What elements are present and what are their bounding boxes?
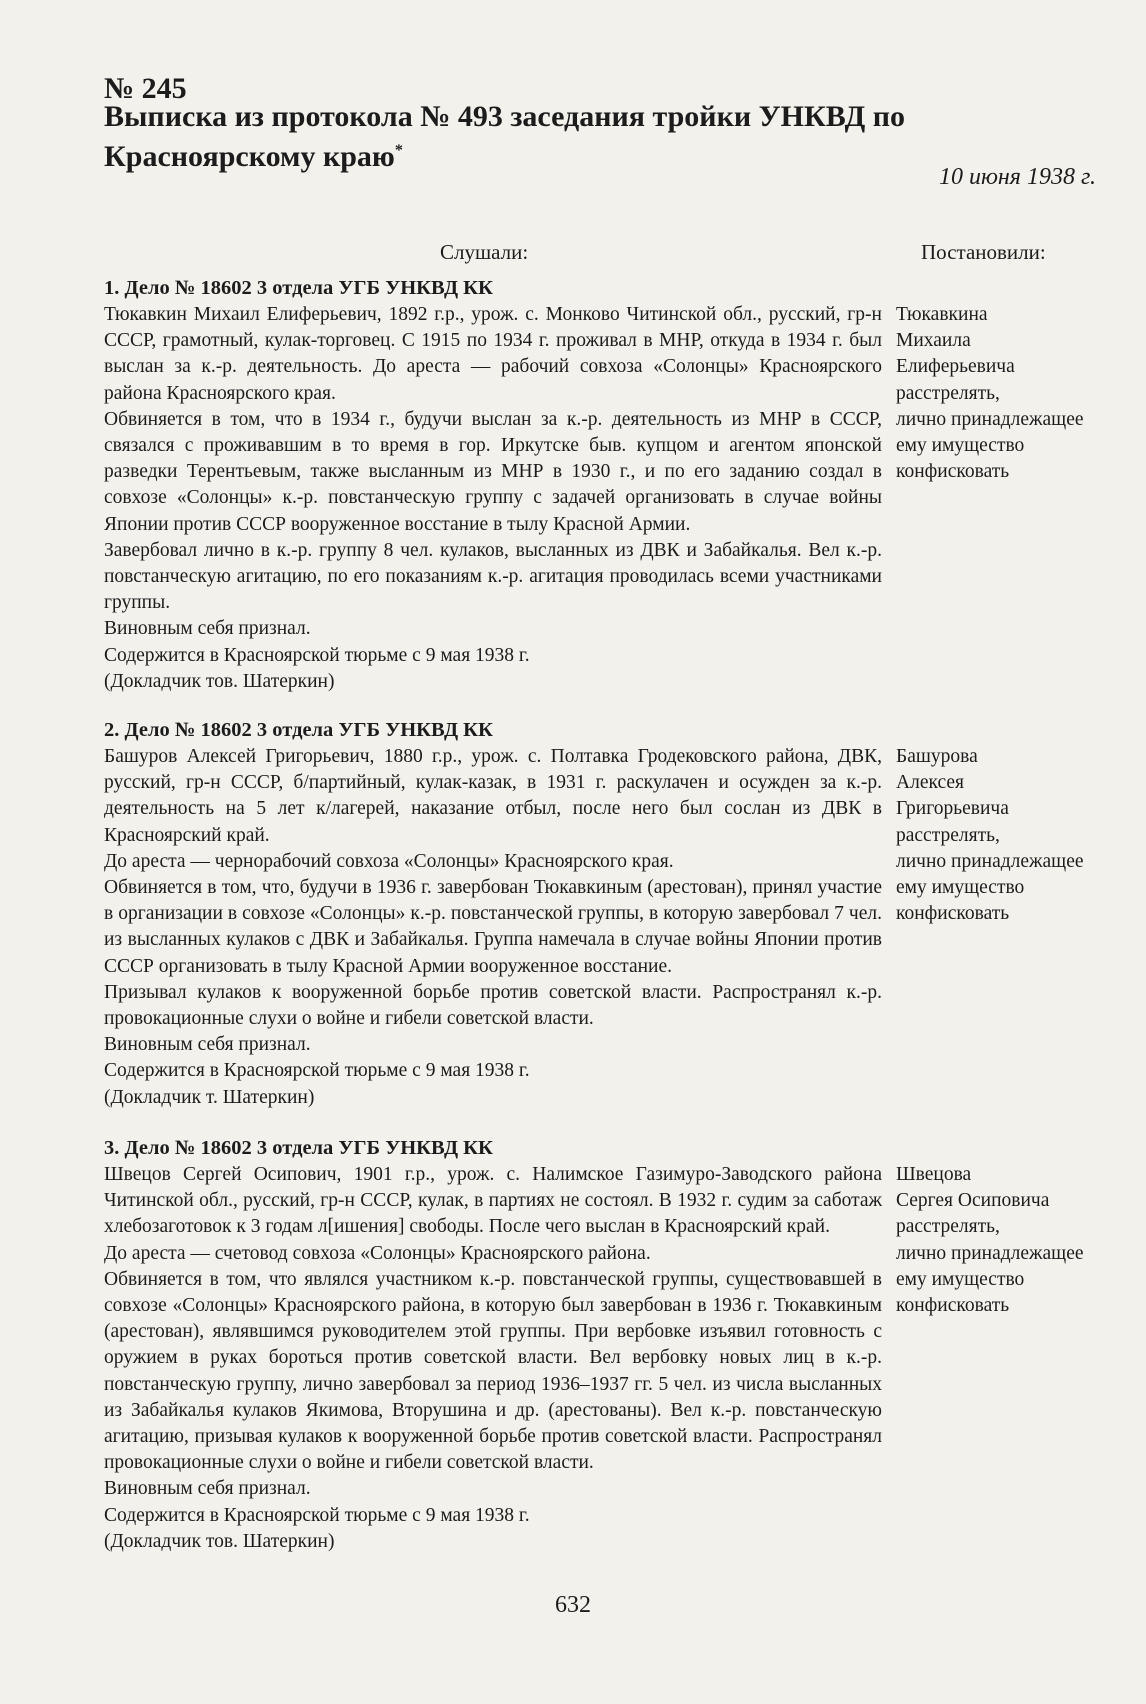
case-body <box>104 744 1114 1111</box>
decision-line: Елиферьевича <box>896 356 1015 378</box>
case-text <box>104 1162 882 1555</box>
case-text <box>104 744 882 1111</box>
case-paragraph: (Докладчик т. Шатеркин) <box>104 1086 315 1108</box>
case-paragraph: Виновным себя признал. <box>104 1478 311 1500</box>
footnote-mark: * <box>394 142 403 159</box>
document-date: 10 июня 1938 г. <box>938 164 1096 190</box>
decision-line: Сергея Осиповича <box>896 1190 1050 1212</box>
decision-line: Швецова <box>896 1164 972 1185</box>
case-paragraph: Содержится в Красноярской тюрьме с 9 мая 1938 г. <box>104 644 530 666</box>
decision-line: Алексея <box>896 772 964 794</box>
case-paragraph: Призывал кулаков к вооруженной борьбе против советской власти. Распространял к.-р. провокационные слухи о войне и гибели советской власти. <box>104 981 882 1030</box>
case-paragraph: Швецов Сергей Осипович, 1901 г.р., урож. с. Налимское Газимуро-Заводского района Читинской обл., русский, гр-н СССР, кулак, в партиях не состоял. В 1932 г. судим за саботаж хлебозаготовок к 3 годам л[ишения] свободы. После чего выслан в Красноярский край. <box>104 1164 882 1238</box>
decision-line: лично принадлежащее ему имущество конфисковать <box>896 408 1084 483</box>
case-paragraph: Обвиняется в том, что в 1934 г., будучи выслан за к.-р. деятельность из МНР в СССР, связался с проживавшим в то время в гор. Иркутске быв. купцом и агентом японской разведки Терентьевым, также высланным из МНР в 1930 г., и по его заданию создал в совхозе «Солонцы» к.-р. повстанческую группу с задачей организовать в случае войны Японии против СССР вооруженное восстание в тылу Красной Армии. <box>104 408 882 535</box>
case-paragraph: (Докладчик тов. Шатеркин) <box>104 670 335 692</box>
case-2 <box>104 717 1114 1111</box>
case-1 <box>104 275 1114 695</box>
document-number: № 245 <box>104 72 187 105</box>
case-decision <box>896 1162 1092 1555</box>
case-body <box>104 302 1114 695</box>
decision-line: Башурова <box>896 746 978 767</box>
decision-line: лично принадлежащее ему имущество конфисковать <box>896 850 1084 925</box>
column-heading-resolved: Постановили: <box>921 240 1046 264</box>
case-decision <box>896 302 1092 695</box>
page-number: 632 <box>555 1592 591 1618</box>
case-paragraph: Содержится в Красноярской тюрьме с 9 мая 1938 г. <box>104 1060 530 1082</box>
case-text <box>104 302 882 695</box>
document-title-text: Выписка из протокола № 493 заседания тройки УНКВД по Красноярскому краю <box>104 100 906 173</box>
document-title <box>104 100 924 174</box>
decision-line: Тюкавкина <box>896 304 988 325</box>
case-title: 3. Дело № 18602 3 отдела УГБ УНКВД КК <box>104 1137 493 1159</box>
case-paragraph: Завербовал лично в к.-р. группу 8 чел. кулаков, высланных из ДВК и Забайкалья. Вел к.-р. повстанческую агитацию, по его показаниям к.-р. агитация проводилась всеми участниками группы. <box>104 539 882 614</box>
case-paragraph: Тюкавкин Михаил Елиферьевич, 1892 г.р., урож. с. Монково Читинской обл., русский, гр-н СССР, грамотный, кулак-торговец. С 1915 по 1934 г. проживал в МНР, откуда в 1934 г. был выслан за к.-р. деятельность. До ареста — рабочий совхоза «Солонцы» Красноярского района Красноярского края. <box>104 304 882 404</box>
case-paragraph: До ареста — чернорабочий совхоза «Солонцы» Красноярского края. <box>104 850 674 872</box>
case-title: 1. Дело № 18602 3 отдела УГБ УНКВД КК <box>104 277 493 299</box>
case-paragraph: Содержится в Красноярской тюрьме с 9 мая 1938 г. <box>104 1504 530 1526</box>
decision-line: расстрелять, <box>896 1216 1000 1238</box>
decision-line: расстрелять, <box>896 824 1000 846</box>
decision-line: Григорьевича <box>896 798 1009 820</box>
case-paragraph: Виновным себя признал. <box>104 1034 311 1056</box>
case-paragraph: Башуров Алексей Григорьевич, 1880 г.р., урож. с. Полтавка Гродековского района, ДВК, русский, гр-н СССР, б/партийный, кулак-казак, в 1931 г. раскулачен и осужден за к.-р. деятельность на 5 лет к/лагерей, наказание отбыл, после него был сослан из ДВК в Красноярский край. <box>104 746 882 846</box>
decision-line: лично принадлежащее ему имущество конфисковать <box>896 1242 1084 1317</box>
case-paragraph: Обвиняется в том, что, будучи в 1936 г. завербован Тюкавкиным (арестован), принял участие в организации в совхозе «Солонцы» к.-р. повстанческой группы, в которую завербовал 7 чел. из высланных кулаков с ДВК и Забайкалья. Группа намечала в случае войны Японии против СССР организовать в тылу Красной Армии вооруженное восстание. <box>104 877 882 977</box>
decision-line: расстрелять, <box>896 382 1000 404</box>
column-heading-heard: Слушали: <box>440 240 529 264</box>
case-paragraph: (Докладчик тов. Шатеркин) <box>104 1530 335 1552</box>
case-body <box>104 1162 1114 1555</box>
case-decision <box>896 744 1092 1111</box>
case-paragraph: До ареста — счетовод совхоза «Солонцы» Красноярского района. <box>104 1242 651 1264</box>
case-paragraph: Обвиняется в том, что являлся участником к.-р. повстанческой группы, существовавшей в совхозе «Солонцы» Красноярского района, в которую был завербован в 1936 г. Тюкавкиным (арестован), являвшимся руководителем этой группы. При вербовке изъявил готовность с оружием в руках бороться против советской власти. Вел вербовку новых лиц в к.-р. повстанческую группу, лично завербовал за период 1936–1937 гг. 5 чел. из числа высланных из Забайкалья кулаков Якимова, Вторушина и др. (арестованы). Вел к.-р. повстанческую агитацию, призывая кулаков к вооруженной борьбе против советской власти. Распространял провокационные слухи о войне и гибели советской власти. <box>104 1268 882 1474</box>
case-title: 2. Дело № 18602 3 отдела УГБ УНКВД КК <box>104 719 493 741</box>
case-paragraph: Виновным себя признал. <box>104 618 311 640</box>
decision-line: Михаила <box>896 330 971 352</box>
case-3 <box>104 1135 1114 1555</box>
